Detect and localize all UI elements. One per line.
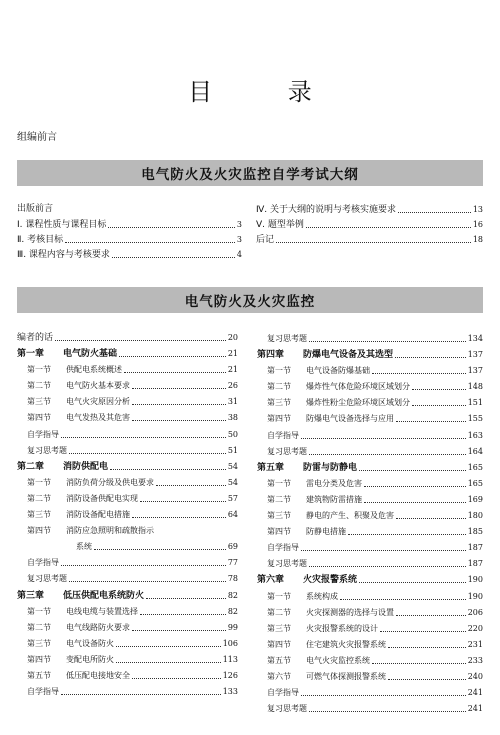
page-number: 26 xyxy=(227,381,238,391)
leader-dots xyxy=(112,247,235,258)
syllabus-banner-title: 电气防火及火灾监控自学考试大纲 xyxy=(141,167,359,183)
syllabus-outline-right xyxy=(256,202,483,247)
chapter-entry[interactable]: 第三章 低压供配电系统防火 82 xyxy=(17,588,238,604)
leader-dots xyxy=(348,524,466,535)
page-number: 148 xyxy=(467,382,483,392)
page-number: 164 xyxy=(467,446,483,456)
leader-dots xyxy=(65,232,235,243)
leader-dots xyxy=(309,556,466,567)
review-questions-entry[interactable]: 复习思考题 51 xyxy=(17,443,238,459)
chapter-entry[interactable]: 第一章 电气防火基础 21 xyxy=(17,346,238,362)
self-study-guide-entry[interactable]: 自学指导 50 xyxy=(17,427,238,443)
leader-dots xyxy=(395,347,466,358)
section-entry[interactable]: 第一节 电气设备防爆基础 137 xyxy=(257,363,483,379)
leader-dots xyxy=(359,572,466,583)
leader-dots xyxy=(61,427,226,438)
page-number: 3 xyxy=(236,235,242,244)
leader-dots xyxy=(301,540,466,551)
leader-dots xyxy=(396,605,466,616)
toc-right-column xyxy=(257,331,483,717)
page-number: 3 xyxy=(236,220,242,229)
page-number: 78 xyxy=(227,574,238,584)
section-entry[interactable]: 第三节 静电的产生、积聚及危害 180 xyxy=(257,508,483,524)
review-questions-entry[interactable]: 复习思考题 134 xyxy=(257,331,483,347)
leader-dots xyxy=(132,394,226,405)
page-number: 99 xyxy=(227,622,238,632)
leader-dots xyxy=(396,508,466,519)
section-entry[interactable]: 第一节 电线电缆与装置选择 82 xyxy=(17,604,238,620)
leader-dots xyxy=(372,363,466,374)
page-number: 231 xyxy=(467,639,483,649)
review-questions-entry[interactable]: 复习思考题 78 xyxy=(17,571,238,587)
leader-dots xyxy=(388,669,466,680)
leader-dots xyxy=(309,444,466,455)
leader-dots xyxy=(388,637,466,648)
page-number: 82 xyxy=(227,590,238,600)
page-number: 18 xyxy=(472,235,483,244)
section-entry[interactable]: 第三节 爆炸性粉尘危险环境区域划分 151 xyxy=(257,395,483,411)
leader-dots xyxy=(69,571,226,582)
leader-dots xyxy=(364,476,466,487)
leader-dots xyxy=(359,460,466,471)
toc-entry[interactable]: Ⅳ. 关于大纲的说明与考核实施要求 13 xyxy=(256,202,483,217)
page-number: 21 xyxy=(227,349,238,359)
page-number: 82 xyxy=(227,606,238,616)
publishing-preface[interactable]: 出版前言 xyxy=(17,204,54,214)
review-questions-entry[interactable]: 复习思考题 187 xyxy=(257,556,483,572)
page-number: 20 xyxy=(227,333,238,342)
toc-entry[interactable]: Ⅴ. 题型举例 16 xyxy=(256,217,483,232)
leader-dots xyxy=(132,668,221,679)
page-number: 134 xyxy=(467,334,483,343)
self-study-guide-entry[interactable]: 自学指导 77 xyxy=(17,555,238,571)
page-number: 51 xyxy=(227,445,238,455)
page-number: 165 xyxy=(467,462,483,472)
toc-entry[interactable]: Ⅲ. 课程内容与考核要求 4 xyxy=(17,247,242,262)
page-number: 54 xyxy=(227,477,238,487)
page-number: 126 xyxy=(222,670,238,680)
page-number: 180 xyxy=(467,511,483,521)
chapter-entry[interactable]: 第六章 火灾报警系统 190 xyxy=(257,572,483,588)
page-number: 240 xyxy=(467,671,483,681)
leader-dots xyxy=(110,459,226,470)
leader-dots xyxy=(396,411,466,422)
page-number: 31 xyxy=(227,397,238,407)
page-number: 77 xyxy=(227,558,238,568)
section-entry[interactable]: 第三节 消防设备配电措施 64 xyxy=(17,507,238,523)
leader-dots xyxy=(156,475,226,486)
self-study-guide-entry[interactable]: 自学指导 163 xyxy=(257,428,483,444)
toc-entry-authors-note[interactable]: 编者的话 20 xyxy=(17,330,238,346)
leader-dots xyxy=(55,330,226,341)
page-number: 185 xyxy=(467,527,483,537)
review-questions-entry[interactable]: 复习思考题 164 xyxy=(257,444,483,460)
page-number: 169 xyxy=(467,494,483,504)
section-entry[interactable]: 第六节 可燃气体探测报警系统 240 xyxy=(257,669,483,685)
page-number: 137 xyxy=(467,350,483,360)
toc-entry[interactable]: Ⅰ. 课程性质与课程目标 3 xyxy=(17,217,242,232)
page-number: 133 xyxy=(222,687,238,697)
leader-dots xyxy=(61,684,221,695)
section-entry[interactable]: 第五节 低压配电接地安全 126 xyxy=(17,668,238,684)
textbook-banner xyxy=(17,287,483,313)
leader-dots xyxy=(124,362,226,373)
leader-dots xyxy=(140,604,226,615)
leader-dots xyxy=(309,331,466,342)
section-entry[interactable]: 第三节 电气设备防火 106 xyxy=(17,636,238,652)
section-entry[interactable]: 第一节 系统构成 190 xyxy=(257,589,483,605)
page-number: 50 xyxy=(227,429,238,439)
toc-entry[interactable]: 后记 18 xyxy=(256,232,483,247)
page-number: 163 xyxy=(467,430,483,440)
leader-dots xyxy=(116,652,221,663)
section-entry[interactable]: 第四节 防爆电气设备选择与应用 155 xyxy=(257,411,483,427)
section-entry[interactable]: 第一节 雷电分类及危害 165 xyxy=(257,476,483,492)
page-number: 4 xyxy=(236,250,242,259)
section-entry-continuation[interactable]: 系统 69 xyxy=(17,539,238,555)
textbook-banner-title: 电气防火及火灾监控 xyxy=(184,294,316,310)
section-entry[interactable]: 第二节 消防设备供配电实现 57 xyxy=(17,491,238,507)
review-questions-entry[interactable]: 复习思考题 241 xyxy=(257,701,483,717)
section-entry[interactable]: 第四节 防静电措施 185 xyxy=(257,524,483,540)
page-number: 57 xyxy=(227,493,238,503)
page-number: 38 xyxy=(227,413,238,423)
page-number: 21 xyxy=(227,365,238,375)
section-entry[interactable]: 第二节 爆炸性气体危险环境区域划分 148 xyxy=(257,379,483,395)
self-study-guide-entry[interactable]: 自学指导 241 xyxy=(257,685,483,701)
leader-dots xyxy=(119,346,226,357)
leader-dots xyxy=(146,588,226,599)
page-number: 187 xyxy=(467,559,483,569)
leader-dots xyxy=(380,621,466,632)
page-number: 151 xyxy=(467,398,483,408)
page-number: 233 xyxy=(467,655,483,665)
section-entry[interactable]: 第一节 供配电系统概述 21 xyxy=(17,362,238,378)
chapter-entry[interactable]: 第二章 消防供配电 54 xyxy=(17,459,238,475)
leader-dots xyxy=(372,653,466,664)
section-entry[interactable]: 第四节 变配电所防火 113 xyxy=(17,652,238,668)
page-number: 155 xyxy=(467,414,483,424)
leader-dots xyxy=(364,492,466,503)
leader-dots xyxy=(116,636,221,647)
leader-dots xyxy=(309,701,466,712)
toc-left-column xyxy=(17,330,238,700)
page-number: 187 xyxy=(467,543,483,553)
page-number: 69 xyxy=(227,542,238,552)
section-entry[interactable]: 第二节 电气防火基本要求 26 xyxy=(17,378,238,394)
leader-dots xyxy=(69,443,226,454)
page-number: 190 xyxy=(467,591,483,601)
page-number: 220 xyxy=(467,623,483,633)
page-number: 16 xyxy=(472,220,483,229)
leader-dots xyxy=(412,379,466,390)
page-number: 113 xyxy=(222,654,238,664)
section-entry[interactable]: 第一节 消防负荷分级及供电要求 54 xyxy=(17,475,238,491)
syllabus-outline-left xyxy=(17,202,242,262)
leader-dots xyxy=(132,378,226,389)
chapter-entry[interactable]: 第五章 防雷与防静电 165 xyxy=(257,460,483,476)
leader-dots xyxy=(140,491,226,502)
page-number: 64 xyxy=(227,510,238,520)
leader-dots xyxy=(398,202,471,213)
section-entry[interactable]: 第四节 住宅建筑火灾报警系统 231 xyxy=(257,637,483,653)
preface-entry[interactable]: 组编前言 xyxy=(17,132,57,143)
leader-dots xyxy=(301,685,466,696)
section-entry[interactable]: 第四节 消防应急照明和疏散指示 xyxy=(27,526,154,536)
page-title: 目 录 xyxy=(188,78,346,106)
page-number: 241 xyxy=(467,688,483,698)
page-number: 106 xyxy=(222,638,238,648)
page-number: 137 xyxy=(467,366,483,376)
leader-dots xyxy=(94,539,226,550)
leader-dots xyxy=(276,232,471,243)
page-number: 13 xyxy=(472,205,483,214)
chapter-entry[interactable]: 第四章 防爆电气设备及其选型 137 xyxy=(257,347,483,363)
section-entry[interactable]: 第三节 电气火灾原因分析 31 xyxy=(17,394,238,410)
self-study-guide-entry[interactable]: 自学指导 133 xyxy=(17,684,238,700)
page-number: 241 xyxy=(467,704,483,714)
leader-dots xyxy=(61,555,226,566)
page-number: 190 xyxy=(467,575,483,585)
toc-entry[interactable]: Ⅱ. 考核目标 3 xyxy=(17,232,242,247)
leader-dots xyxy=(306,217,471,228)
leader-dots xyxy=(301,428,466,439)
page-number: 206 xyxy=(467,607,483,617)
leader-dots xyxy=(132,410,226,421)
page-number: 54 xyxy=(227,461,238,471)
leader-dots xyxy=(412,395,466,406)
leader-dots xyxy=(340,589,466,600)
syllabus-banner xyxy=(17,160,483,186)
section-entry[interactable]: 第四节 电气发热及其危害 38 xyxy=(17,410,238,426)
section-entry[interactable]: 第二节 建筑物防雷措施 169 xyxy=(257,492,483,508)
leader-dots xyxy=(132,620,226,631)
page-number: 165 xyxy=(467,478,483,488)
section-entry[interactable]: 第五节 电气火灾监控系统 233 xyxy=(257,653,483,669)
leader-dots xyxy=(132,507,226,518)
section-entry[interactable]: 第三节 火灾报警系统的设计 220 xyxy=(257,621,483,637)
leader-dots xyxy=(108,217,235,228)
section-entry[interactable]: 第二节 火灾探测器的选择与设置 206 xyxy=(257,605,483,621)
section-entry[interactable]: 第二节 电气线路防火要求 99 xyxy=(17,620,238,636)
self-study-guide-entry[interactable]: 自学指导 187 xyxy=(257,540,483,556)
